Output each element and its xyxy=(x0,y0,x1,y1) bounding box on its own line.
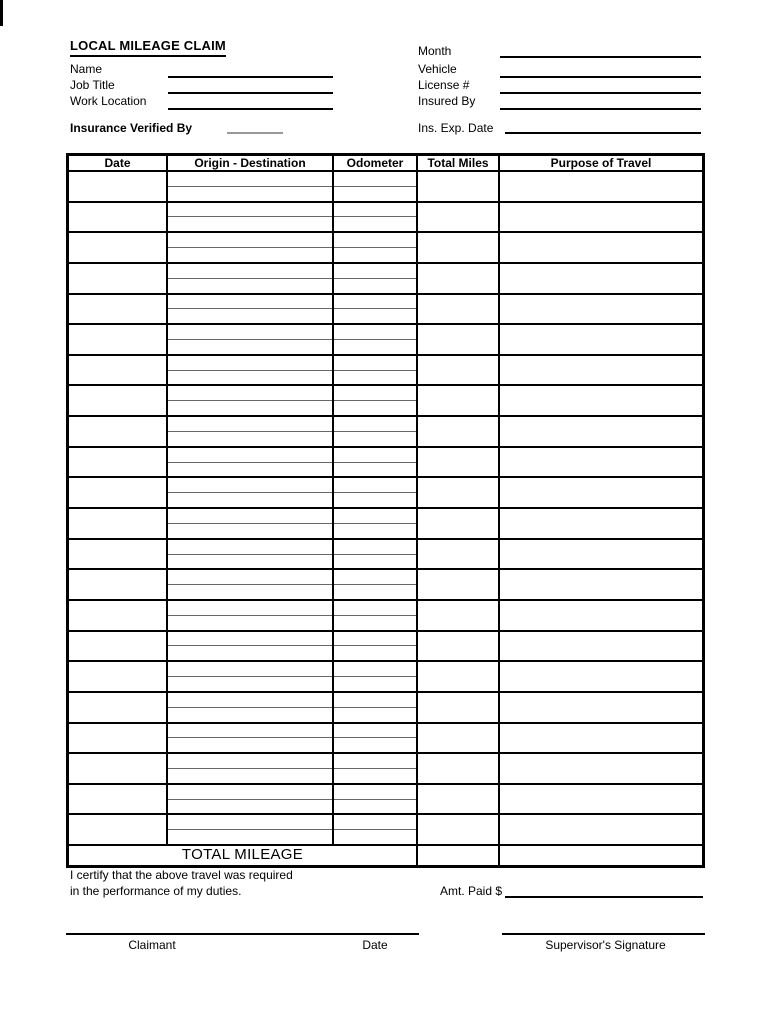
purpose-of-travel-cell[interactable] xyxy=(500,570,702,599)
certification-text-line2: in the performance of my duties. xyxy=(70,884,242,898)
origin-entry-line[interactable] xyxy=(168,386,332,401)
date-cell[interactable] xyxy=(69,632,168,661)
origin-entry-line[interactable] xyxy=(168,478,332,493)
odometer-end-entry-line[interactable] xyxy=(334,463,416,477)
odometer-start-entry-line[interactable] xyxy=(334,172,416,187)
date-cell[interactable] xyxy=(69,325,168,354)
destination-entry-line[interactable] xyxy=(168,187,332,201)
total-miles-cell[interactable] xyxy=(418,693,500,722)
origin-destination-cell xyxy=(168,356,334,385)
certification-text-line1: I certify that the above travel was required xyxy=(70,868,293,882)
destination-entry-line[interactable] xyxy=(168,493,332,507)
destination-entry-line[interactable] xyxy=(168,309,332,323)
origin-entry-line[interactable] xyxy=(168,509,332,524)
purpose-of-travel-cell[interactable] xyxy=(500,417,702,446)
odometer-end-entry-line[interactable] xyxy=(334,616,416,630)
odometer-end-entry-line[interactable] xyxy=(334,769,416,783)
purpose-of-travel-cell[interactable] xyxy=(500,540,702,569)
odometer-cell xyxy=(334,233,418,262)
date-cell[interactable] xyxy=(69,662,168,691)
total-miles-cell[interactable] xyxy=(418,325,500,354)
destination-entry-line[interactable] xyxy=(168,585,332,599)
date-cell[interactable] xyxy=(69,540,168,569)
odometer-start-entry-line[interactable] xyxy=(334,417,416,432)
destination-entry-line[interactable] xyxy=(168,555,332,569)
odometer-cell xyxy=(334,325,418,354)
total-miles-cell[interactable] xyxy=(418,478,500,507)
origin-destination-cell xyxy=(168,754,334,783)
total-miles-cell[interactable] xyxy=(418,662,500,691)
odometer-start-entry-line[interactable] xyxy=(334,785,416,800)
purpose-of-travel-cell[interactable] xyxy=(500,233,702,262)
ins-exp-date-input-line[interactable] xyxy=(505,132,701,134)
origin-entry-line[interactable] xyxy=(168,632,332,647)
purpose-of-travel-cell[interactable] xyxy=(500,264,702,293)
total-miles-cell[interactable] xyxy=(418,295,500,324)
claimant-date-signature-line[interactable] xyxy=(66,933,419,935)
odometer-cell xyxy=(334,172,418,201)
odometer-start-entry-line[interactable] xyxy=(334,203,416,218)
destination-entry-line[interactable] xyxy=(168,677,332,691)
date-cell[interactable] xyxy=(69,295,168,324)
job-title-input-line[interactable] xyxy=(168,92,333,94)
date-cell[interactable] xyxy=(69,417,168,446)
total-miles-cell[interactable] xyxy=(418,632,500,661)
odometer-start-entry-line[interactable] xyxy=(334,448,416,463)
amount-paid-input-line[interactable] xyxy=(505,896,703,898)
odometer-start-entry-line[interactable] xyxy=(334,264,416,279)
odometer-cell xyxy=(334,203,418,232)
odometer-start-entry-line[interactable] xyxy=(334,233,416,248)
table-row xyxy=(69,724,702,755)
date-cell[interactable] xyxy=(69,386,168,415)
odometer-cell xyxy=(334,448,418,477)
total-row-purpose-cell[interactable] xyxy=(500,846,702,865)
form-title: LOCAL MILEAGE CLAIM xyxy=(70,38,226,57)
odometer-cell xyxy=(334,509,418,538)
table-total-row xyxy=(69,846,702,865)
destination-entry-line[interactable] xyxy=(168,830,332,844)
odometer-cell xyxy=(334,724,418,753)
insured-by-input-line[interactable] xyxy=(500,108,701,110)
table-row xyxy=(69,815,702,846)
odometer-end-entry-line[interactable] xyxy=(334,187,416,201)
odometer-start-entry-line[interactable] xyxy=(334,693,416,708)
odometer-start-entry-line[interactable] xyxy=(334,325,416,340)
origin-destination-cell xyxy=(168,478,334,507)
destination-entry-line[interactable] xyxy=(168,708,332,722)
odometer-end-entry-line[interactable] xyxy=(334,371,416,385)
odometer-end-entry-line[interactable] xyxy=(334,830,416,844)
date-cell[interactable] xyxy=(69,601,168,630)
origin-entry-line[interactable] xyxy=(168,570,332,585)
table-row xyxy=(69,570,702,601)
total-miles-cell[interactable] xyxy=(418,264,500,293)
date-cell[interactable] xyxy=(69,448,168,477)
table-body xyxy=(69,172,702,846)
odometer-start-entry-line[interactable] xyxy=(334,295,416,310)
odometer-start-entry-line[interactable] xyxy=(334,754,416,769)
odometer-start-entry-line[interactable] xyxy=(334,632,416,647)
odometer-start-entry-line[interactable] xyxy=(334,570,416,585)
date-cell[interactable] xyxy=(69,815,168,844)
license-number-input-line[interactable] xyxy=(500,92,701,94)
total-miles-cell[interactable] xyxy=(418,785,500,814)
mileage-table xyxy=(66,153,705,868)
purpose-of-travel-cell[interactable] xyxy=(500,325,702,354)
origin-entry-line[interactable] xyxy=(168,662,332,677)
origin-entry-line[interactable] xyxy=(168,448,332,463)
total-miles-cell[interactable] xyxy=(418,570,500,599)
origin-destination-cell xyxy=(168,724,334,753)
odometer-start-entry-line[interactable] xyxy=(334,662,416,677)
origin-destination-cell xyxy=(168,815,334,844)
origin-destination-cell xyxy=(168,540,334,569)
odometer-end-entry-line[interactable] xyxy=(334,432,416,446)
claimant-label: Claimant xyxy=(128,938,176,952)
destination-entry-line[interactable] xyxy=(168,371,332,385)
destination-entry-line[interactable] xyxy=(168,340,332,354)
work-location-input-line[interactable] xyxy=(168,108,333,110)
odometer-cell xyxy=(334,540,418,569)
date-cell[interactable] xyxy=(69,509,168,538)
destination-entry-line[interactable] xyxy=(168,800,332,814)
table-header-row xyxy=(69,156,702,172)
date-cell[interactable] xyxy=(69,478,168,507)
odometer-cell xyxy=(334,386,418,415)
purpose-of-travel-cell[interactable] xyxy=(500,662,702,691)
odometer-cell xyxy=(334,356,418,385)
total-mileage-value-cell[interactable] xyxy=(418,846,500,865)
origin-entry-line[interactable] xyxy=(168,325,332,340)
total-miles-cell[interactable] xyxy=(418,754,500,783)
odometer-start-entry-line[interactable] xyxy=(334,386,416,401)
odometer-start-entry-line[interactable] xyxy=(334,356,416,371)
name-label: Name xyxy=(70,62,103,76)
destination-entry-line[interactable] xyxy=(168,432,332,446)
column-header-origin-destination: Origin - Destination xyxy=(168,156,334,170)
table-row xyxy=(69,601,702,632)
origin-entry-line[interactable] xyxy=(168,785,332,800)
odometer-start-entry-line[interactable] xyxy=(334,601,416,616)
total-miles-cell[interactable] xyxy=(418,386,500,415)
table-row xyxy=(69,632,702,663)
odometer-cell xyxy=(334,754,418,783)
destination-entry-line[interactable] xyxy=(168,616,332,630)
table-row xyxy=(69,509,702,540)
amount-paid-label: Amt. Paid $ xyxy=(440,884,503,898)
origin-entry-line[interactable] xyxy=(168,233,332,248)
purpose-of-travel-cell[interactable] xyxy=(500,356,702,385)
purpose-of-travel-cell[interactable] xyxy=(500,785,702,814)
purpose-of-travel-cell[interactable] xyxy=(500,386,702,415)
total-mileage-label: TOTAL MILEAGE xyxy=(69,846,418,865)
purpose-of-travel-cell[interactable] xyxy=(500,448,702,477)
month-input-line[interactable] xyxy=(500,56,701,58)
date-cell[interactable] xyxy=(69,203,168,232)
destination-entry-line[interactable] xyxy=(168,248,332,262)
origin-destination-cell xyxy=(168,601,334,630)
table-row xyxy=(69,693,702,724)
odometer-end-entry-line[interactable] xyxy=(334,585,416,599)
origin-entry-line[interactable] xyxy=(168,724,332,739)
odometer-cell xyxy=(334,662,418,691)
odometer-end-entry-line[interactable] xyxy=(334,401,416,415)
destination-entry-line[interactable] xyxy=(168,217,332,231)
total-miles-cell[interactable] xyxy=(418,815,500,844)
odometer-cell xyxy=(334,478,418,507)
column-header-date: Date xyxy=(69,156,168,170)
odometer-start-entry-line[interactable] xyxy=(334,815,416,830)
odometer-end-entry-line[interactable] xyxy=(334,340,416,354)
odometer-end-entry-line[interactable] xyxy=(334,800,416,814)
odometer-start-entry-line[interactable] xyxy=(334,478,416,493)
origin-destination-cell xyxy=(168,417,334,446)
odometer-end-entry-line[interactable] xyxy=(334,646,416,660)
insured-by-label: Insured By xyxy=(418,94,476,108)
table-row xyxy=(69,203,702,234)
origin-entry-line[interactable] xyxy=(168,264,332,279)
total-miles-cell[interactable] xyxy=(418,356,500,385)
total-miles-cell[interactable] xyxy=(418,601,500,630)
date-cell[interactable] xyxy=(69,570,168,599)
purpose-of-travel-cell[interactable] xyxy=(500,693,702,722)
table-row xyxy=(69,325,702,356)
odometer-end-entry-line[interactable] xyxy=(334,524,416,538)
purpose-of-travel-cell[interactable] xyxy=(500,724,702,753)
odometer-end-entry-line[interactable] xyxy=(334,738,416,752)
origin-entry-line[interactable] xyxy=(168,172,332,187)
total-miles-cell[interactable] xyxy=(418,448,500,477)
origin-entry-line[interactable] xyxy=(168,203,332,218)
purpose-of-travel-cell[interactable] xyxy=(500,478,702,507)
origin-entry-line[interactable] xyxy=(168,540,332,555)
column-header-total-miles: Total Miles xyxy=(418,156,500,170)
license-number-label: License # xyxy=(418,78,470,92)
insurance-verified-label: Insurance Verified By xyxy=(70,121,193,135)
destination-entry-line[interactable] xyxy=(168,646,332,660)
origin-destination-cell xyxy=(168,509,334,538)
origin-destination-cell xyxy=(168,325,334,354)
purpose-of-travel-cell[interactable] xyxy=(500,601,702,630)
vehicle-input-line[interactable] xyxy=(500,76,701,78)
total-miles-cell[interactable] xyxy=(418,172,500,201)
table-row xyxy=(69,662,702,693)
origin-destination-cell xyxy=(168,632,334,661)
origin-destination-cell xyxy=(168,662,334,691)
origin-entry-line[interactable] xyxy=(168,815,332,830)
date-cell[interactable] xyxy=(69,693,168,722)
work-location-label: Work Location xyxy=(70,94,147,108)
odometer-end-entry-line[interactable] xyxy=(334,555,416,569)
odometer-end-entry-line[interactable] xyxy=(334,708,416,722)
supervisor-signature-line[interactable] xyxy=(502,933,705,935)
total-miles-cell[interactable] xyxy=(418,417,500,446)
total-miles-cell[interactable] xyxy=(418,509,500,538)
odometer-cell xyxy=(334,632,418,661)
date-cell[interactable] xyxy=(69,264,168,293)
origin-destination-cell xyxy=(168,570,334,599)
odometer-cell xyxy=(334,570,418,599)
origin-entry-line[interactable] xyxy=(168,417,332,432)
odometer-cell xyxy=(334,295,418,324)
vehicle-label: Vehicle xyxy=(418,62,457,76)
insurance-verified-input-line[interactable] xyxy=(227,132,283,134)
odometer-cell xyxy=(334,785,418,814)
origin-destination-cell xyxy=(168,172,334,201)
ins-exp-date-label: Ins. Exp. Date xyxy=(418,121,494,135)
odometer-start-entry-line[interactable] xyxy=(334,509,416,524)
table-row xyxy=(69,478,702,509)
purpose-of-travel-cell[interactable] xyxy=(500,203,702,232)
origin-destination-cell xyxy=(168,448,334,477)
total-miles-cell[interactable] xyxy=(418,203,500,232)
origin-entry-line[interactable] xyxy=(168,693,332,708)
purpose-of-travel-cell[interactable] xyxy=(500,295,702,324)
destination-entry-line[interactable] xyxy=(168,279,332,293)
supervisor-signature-label: Supervisor's Signature xyxy=(545,938,666,952)
table-row xyxy=(69,233,702,264)
purpose-of-travel-cell[interactable] xyxy=(500,172,702,201)
origin-entry-line[interactable] xyxy=(168,295,332,310)
table-row xyxy=(69,264,702,295)
date-cell[interactable] xyxy=(69,356,168,385)
table-row xyxy=(69,356,702,387)
table-row xyxy=(69,754,702,785)
purpose-of-travel-cell[interactable] xyxy=(500,754,702,783)
origin-destination-cell xyxy=(168,693,334,722)
scan-artifact xyxy=(0,0,3,26)
table-row xyxy=(69,295,702,326)
purpose-of-travel-cell[interactable] xyxy=(500,815,702,844)
odometer-end-entry-line[interactable] xyxy=(334,217,416,231)
odometer-end-entry-line[interactable] xyxy=(334,309,416,323)
origin-destination-cell xyxy=(168,386,334,415)
odometer-cell xyxy=(334,815,418,844)
destination-entry-line[interactable] xyxy=(168,738,332,752)
table-row xyxy=(69,448,702,479)
odometer-cell xyxy=(334,417,418,446)
purpose-of-travel-cell[interactable] xyxy=(500,509,702,538)
odometer-end-entry-line[interactable] xyxy=(334,248,416,262)
table-row xyxy=(69,386,702,417)
odometer-cell xyxy=(334,264,418,293)
purpose-of-travel-cell[interactable] xyxy=(500,632,702,661)
date-cell[interactable] xyxy=(69,172,168,201)
total-miles-cell[interactable] xyxy=(418,724,500,753)
odometer-start-entry-line[interactable] xyxy=(334,724,416,739)
date-cell[interactable] xyxy=(69,233,168,262)
table-row xyxy=(69,172,702,203)
origin-destination-cell xyxy=(168,233,334,262)
column-header-purpose-of-travel: Purpose of Travel xyxy=(550,156,652,170)
date-cell[interactable] xyxy=(69,754,168,783)
odometer-cell xyxy=(334,601,418,630)
odometer-end-entry-line[interactable] xyxy=(334,279,416,293)
origin-destination-cell xyxy=(168,785,334,814)
total-miles-cell[interactable] xyxy=(418,233,500,262)
odometer-end-entry-line[interactable] xyxy=(334,677,416,691)
destination-entry-line[interactable] xyxy=(168,524,332,538)
month-label: Month xyxy=(418,44,452,58)
destination-entry-line[interactable] xyxy=(168,401,332,415)
destination-entry-line[interactable] xyxy=(168,463,332,477)
origin-destination-cell xyxy=(168,264,334,293)
date-cell[interactable] xyxy=(69,724,168,753)
origin-entry-line[interactable] xyxy=(168,601,332,616)
odometer-start-entry-line[interactable] xyxy=(334,540,416,555)
origin-entry-line[interactable] xyxy=(168,754,332,769)
table-row xyxy=(69,785,702,816)
destination-entry-line[interactable] xyxy=(168,769,332,783)
table-row xyxy=(69,540,702,571)
origin-entry-line[interactable] xyxy=(168,356,332,371)
signature-date-label: Date xyxy=(362,938,388,952)
name-input-line[interactable] xyxy=(168,76,333,78)
job-title-label: Job Title xyxy=(70,78,115,92)
column-header-odometer: Odometer xyxy=(334,156,418,170)
odometer-end-entry-line[interactable] xyxy=(334,493,416,507)
date-cell[interactable] xyxy=(69,785,168,814)
total-miles-cell[interactable] xyxy=(418,540,500,569)
odometer-cell xyxy=(334,693,418,722)
origin-destination-cell xyxy=(168,203,334,232)
origin-destination-cell xyxy=(168,295,334,324)
table-row xyxy=(69,417,702,448)
